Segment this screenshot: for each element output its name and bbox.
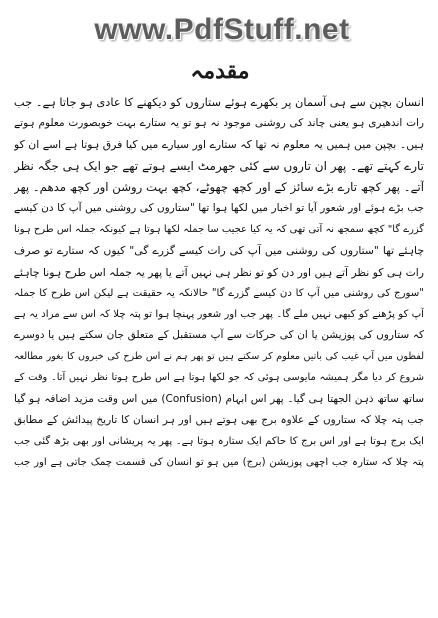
- text-line: ایک برج ہوتا ہے اور اس برج کا حاکم ایک ستارہ ہوتا ہے۔ پھر یہ پریشانی اور بھی بڑھ گئی جب: [14, 436, 424, 447]
- text-line: "سورج کی روشنی میں آپ کا دن کیسے گزرے گا" حالانکہ یہ حقیقت ہے لیکن اس طرح کا جملہ: [14, 287, 424, 299]
- text-line: آپ کو پڑھنے کو کبھی نہیں ملے گا۔ پھر جب اور شعور پہنچا ہوا تو پتہ چلا کہ اس سے مراد یہ ہے: [14, 308, 424, 320]
- text-line: انسان بچپن سے ہی آسمان پر بکھرے ہوئے ستاروں کو دیکھنے کا عادی ہو جاتا ہے۔ جب: [14, 95, 424, 109]
- text-line: رات اندھیری ہو یعنی چاند کی روشنی موجود نہ ہو تو یہ ستارے بہت خوبصورت معلوم ہوتے: [14, 117, 424, 130]
- text-line: رات ہی کو نظر آتے ہیں اور دن کو تو نظر ہی نہیں آتے یا پھر یہ جملہ اس طرح ہونا چاہئے: [14, 265, 424, 279]
- text-line: گزرے گا" کچھ سمجھ نہ آتی تھی کہ یہ کیا عجیب سا جملہ لکھا ہوتا ہے کیونکہ جملہ اس طرح ہونا: [14, 224, 424, 236]
- text-line: آتے۔ پھر کچھ تارے بڑے سائز کے اور کچھ چھوٹے، کچھ بہت روشن اور کچھ مدھم۔ پھر: [14, 179, 424, 194]
- text-line: جب بڑے ہوئے اور شعور آیا تو اخبار میں لکھا ہوا تھا "ستاروں کی روشنی میں آپ کا دن کیسے: [14, 201, 424, 214]
- text-line: تارے کہتے تھے۔ پھر ان تاروں سے کئی جھرمٹ ایسے ہوتے تھے جو ایک ہی جگہ نظر: [14, 158, 424, 173]
- text-line: ساتھ ساتھ ذہن الجھتا ہی گیا۔ پھر اس ابہام (Confusion) میں اس وقت مزید اضافہ ہو گیا: [14, 392, 424, 405]
- watermark-logo: www.PdfStuff.net: [94, 13, 350, 46]
- text-line: کہ ستاروں کی پوزیشن یا ان کی حرکات سے آپ مستقبل کے متعلق جان سکتے ہیں یا دوسرے: [14, 329, 424, 342]
- text-line: جب پتہ چلا کہ ستاروں کے علاوہ برج بھی ہوتے ہیں اور ہر انسان کا تاریخ پیدائش کے مطابق: [14, 413, 424, 426]
- text-line: لفظوں میں آپ غیب کی باتیں معلوم کر سکتے ہیں تو پھر ہم نے اس طرح کی خبروں کا بغور مطالعہ: [14, 351, 424, 363]
- text-line: ہیں۔ بچپن میں ہمیں یہ معلوم نہ تھا کہ ستارے اور سیارے میں کیا فرق ہوتا ہے اسے ان کو: [14, 138, 424, 152]
- text-line: شروع کر دیا مگر ہمیشہ مایوسی ہوئی کہ جو لکھا ہوتا ہے اس طرح ہوتا نظر نہیں آتا۔ وقت کے: [14, 372, 424, 384]
- page-title: مقدمہ: [190, 58, 250, 84]
- body-paragraph: [14, 92, 424, 612]
- text-line: چاہئے تھا "ستاروں کی روشنی میں آپ کی رات کیسے گزرے گی" کیوں کہ ستارے تو صرف: [14, 244, 424, 258]
- text-line: پتہ چلا کہ ستارہ جب اچھی پوزیشن (برج) میں ہو تو انسان کی قسمت چمک جاتی ہے اور جب: [14, 457, 424, 469]
